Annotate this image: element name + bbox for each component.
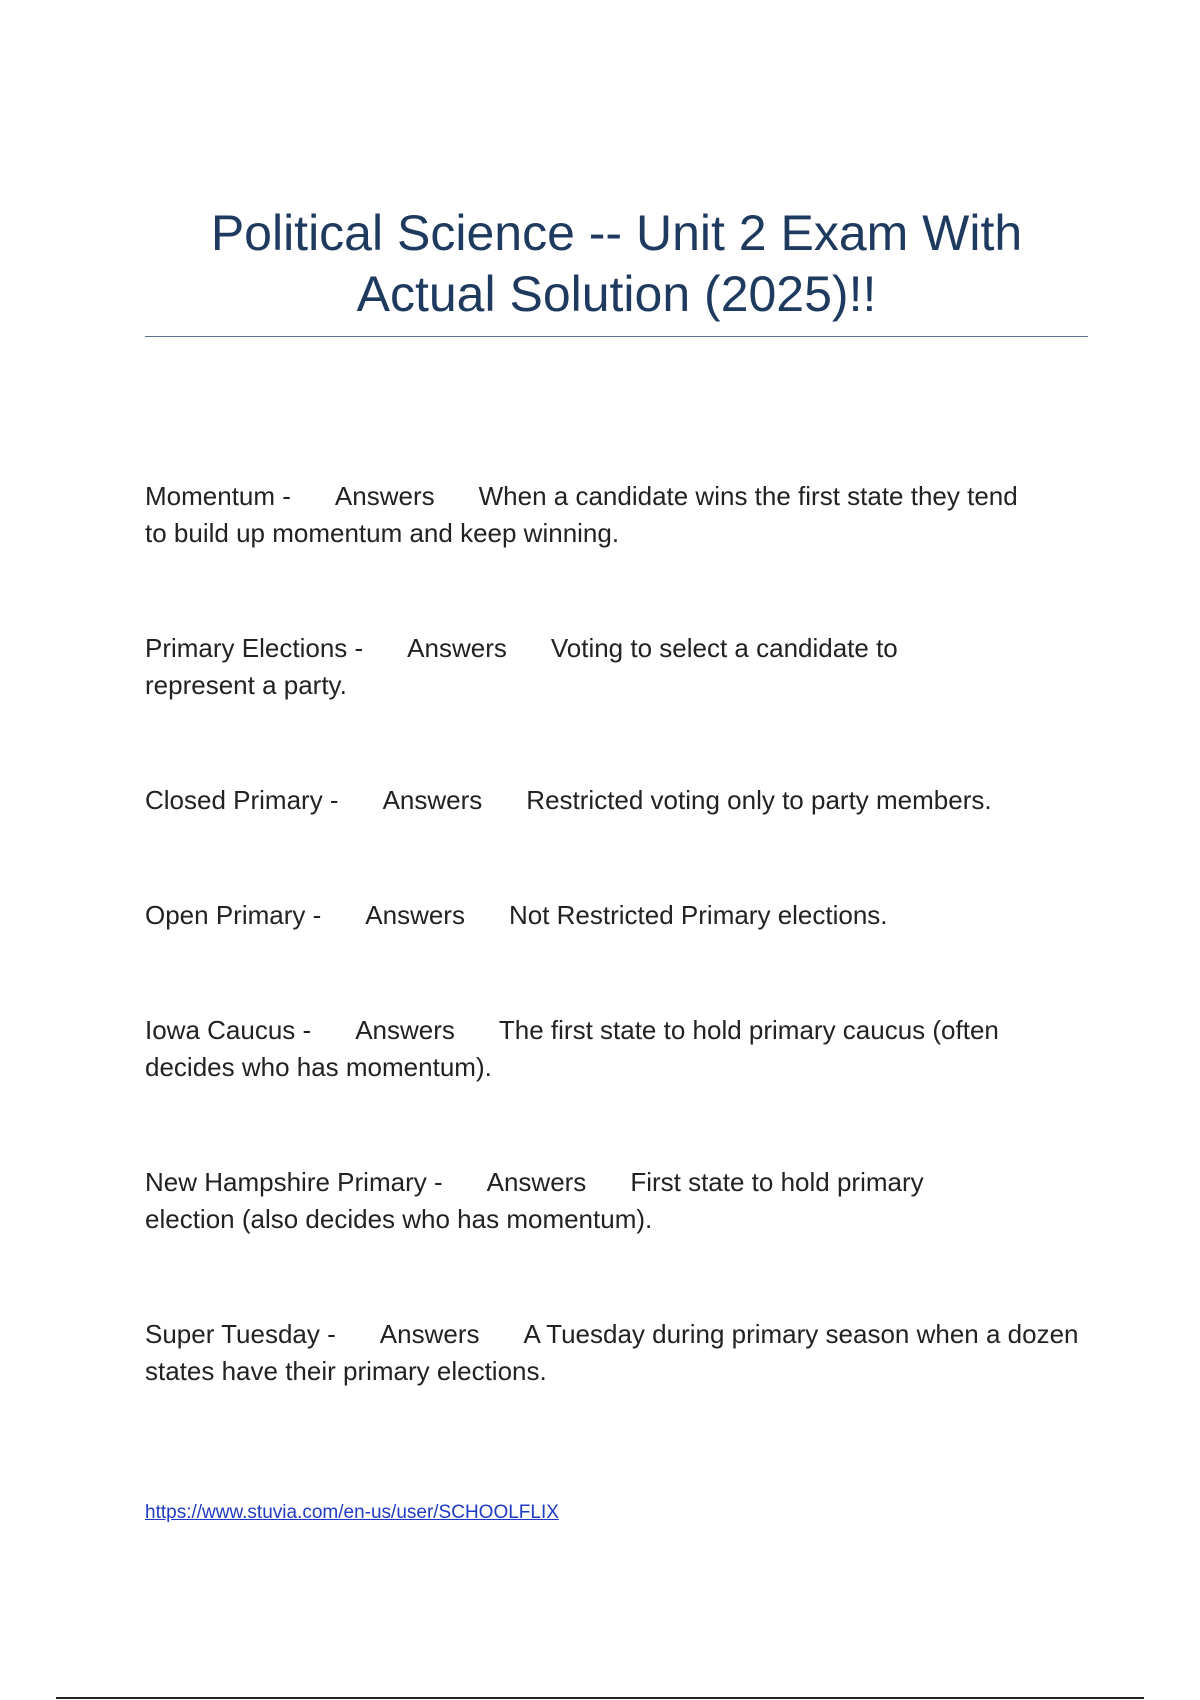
qa-term: New Hampshire Primary - <box>145 1167 443 1197</box>
qa-term: Momentum - <box>145 481 291 511</box>
qa-item-momentum <box>145 478 1045 552</box>
qa-item-primary-elections <box>145 630 975 704</box>
qa-item-closed-primary <box>145 782 1090 819</box>
qa-term: Primary Elections - <box>145 633 364 663</box>
qa-answers-label: Answers <box>407 633 507 663</box>
qa-answer: Not Restricted Primary elections. <box>508 900 888 930</box>
qa-answers-label: Answers <box>382 785 483 815</box>
qa-answers-label: Answers <box>355 1015 455 1045</box>
qa-term: Open Primary - <box>145 900 322 930</box>
qa-answer: The first state to hold primary caucus (often decides who has momentum). <box>145 1015 999 1082</box>
qa-item-new-hampshire-primary <box>145 1164 1005 1238</box>
footer-link[interactable]: https://www.stuvia.com/en-us/user/SCHOOLFLIX <box>145 1502 559 1523</box>
page-title <box>145 203 1088 325</box>
qa-answers-label: Answers <box>486 1167 587 1197</box>
document-title <box>145 203 1088 325</box>
qa-item-iowa-caucus <box>145 1012 1090 1086</box>
qa-answer: First state to hold primary election (also decides who has momentum). <box>145 1167 924 1234</box>
qa-answer: A Tuesday during primary season when a dozen states have their primary elections. <box>145 1319 1079 1386</box>
qa-item-open-primary <box>145 897 1090 934</box>
qa-answers-label: Answers <box>365 900 465 930</box>
qa-answer: When a candidate wins the first state they tend to build up momentum and keep winning. <box>145 481 1018 548</box>
qa-answers-label: Answers <box>379 1319 480 1349</box>
qa-list <box>145 478 1090 1390</box>
qa-answer: Restricted voting only to party members. <box>526 785 992 815</box>
qa-term: Super Tuesday - <box>145 1319 336 1349</box>
qa-answers-label: Answers <box>334 481 435 511</box>
qa-answer: Voting to select a candidate to represent a party. <box>145 633 898 700</box>
title-divider <box>145 336 1088 337</box>
qa-term: Closed Primary - <box>145 785 339 815</box>
qa-item-super-tuesday <box>145 1316 1090 1390</box>
title-line-1: Political Science -- Unit 2 Exam With <box>210 205 1023 261</box>
title-line-2: Actual Solution (2025)!! <box>356 266 877 322</box>
bottom-divider <box>56 1697 1144 1699</box>
qa-term: Iowa Caucus - <box>145 1015 312 1045</box>
